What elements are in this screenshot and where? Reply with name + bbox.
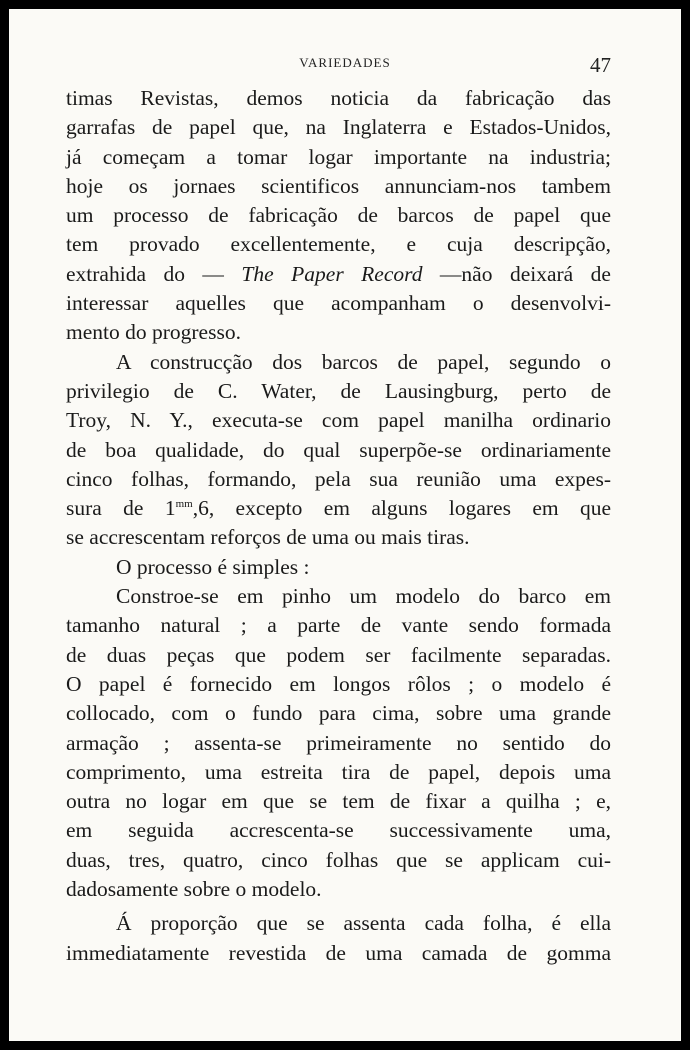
text-line: armação ; assenta-se primeiramente no sentido do xyxy=(66,730,611,755)
text-line: timas Revistas, demos noticia da fabricação das xyxy=(66,86,611,110)
text-line: já começam a tomar logar importante na industria; xyxy=(66,144,611,169)
text-line: Constroe-se em pinho um modelo do barco em xyxy=(116,584,611,609)
page-number: 47 xyxy=(590,53,611,77)
text-line: Troy, N. Y., executa-se com papel manilha ordinario xyxy=(66,408,611,433)
text-line: immediatamente revestida de uma camada de gomma xyxy=(66,940,611,965)
text-fragment: sura de 1 xyxy=(66,496,176,521)
publication-title: The Paper Record xyxy=(241,261,423,286)
text-line: O processo é simples : xyxy=(116,554,310,579)
text-line: mento do progresso. xyxy=(66,320,241,345)
text-line: cinco folhas, formando, pela sua reunião uma expes- xyxy=(66,466,611,491)
text-line: collocado, com o fundo para cima, sobre uma grande xyxy=(66,701,611,726)
text-line-with-title xyxy=(66,260,611,289)
running-head: VARIEDADES xyxy=(299,55,391,70)
text-line: Á proporção que se assenta cada folha, é ella xyxy=(116,911,611,936)
text-line: privilegio de C. Water, de Lausingburg, perto de xyxy=(66,378,611,403)
text-line: A construcção dos barcos de papel, segundo o xyxy=(116,349,611,374)
text-line-with-superscript xyxy=(66,494,611,523)
text-line: se accrescentam reforços de uma ou mais tiras. xyxy=(66,525,470,550)
text-line: interessar aquelles que acompanham o desenvolvi- xyxy=(66,291,611,316)
text-line: garrafas de papel que, na Inglaterra e Estados-Unidos, xyxy=(66,115,611,140)
text-line: tamanho natural ; a parte de vante sendo formada xyxy=(66,613,611,638)
text-line: O papel é fornecido em longos rôlos ; o modelo é xyxy=(66,671,611,696)
book-page xyxy=(9,9,681,1041)
text-line: hoje os jornaes scientificos annunciam-nos tambem xyxy=(66,173,611,198)
text-line: duas, tres, quatro, cinco folhas que se applicam cui- xyxy=(66,847,611,872)
text-line: um processo de fabricação de barcos de papel que xyxy=(66,203,611,228)
page-header xyxy=(9,53,681,81)
text-line: de duas peças que podem ser facilmente separadas. xyxy=(66,642,611,667)
unit-superscript: mm xyxy=(175,498,193,511)
text-fragment: ,6, excepto em alguns logares em que xyxy=(192,496,611,521)
text-fragment: —não deixará de xyxy=(422,261,611,286)
text-line: comprimento, uma estreita tira de papel, depois uma xyxy=(66,759,611,784)
text-line: outra no logar em que se tem de fixar a quilha ; e, xyxy=(66,789,611,814)
text-line: em seguida accrescenta-se successivamente uma, xyxy=(66,818,611,843)
text-line: dadosamente sobre o modelo. xyxy=(66,877,322,902)
text-line: tem provado excellentemente, e cuja descripção, xyxy=(66,232,611,257)
text-line: de boa qualidade, do qual superpõe-se ordinariamente xyxy=(66,437,611,462)
text-fragment: extrahida do — xyxy=(66,261,242,286)
body-text xyxy=(66,84,611,968)
